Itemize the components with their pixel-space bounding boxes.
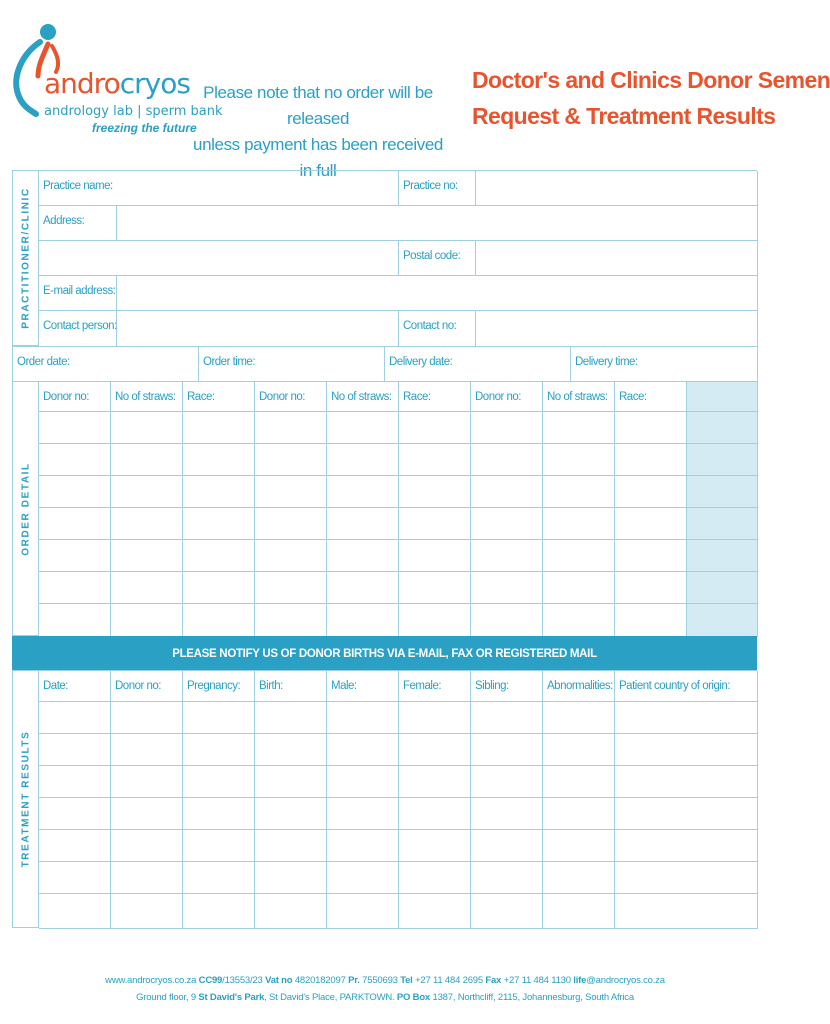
treatment-cell[interactable] — [615, 830, 758, 862]
order-detail-cell[interactable] — [327, 540, 399, 572]
treatment-cell[interactable] — [111, 830, 183, 862]
treatment-cell[interactable] — [111, 734, 183, 766]
order-detail-cell[interactable] — [327, 572, 399, 604]
contact-person-field[interactable] — [117, 311, 399, 347]
treatment-cell[interactable] — [255, 862, 327, 894]
treatment-cell[interactable] — [255, 894, 327, 929]
address-label: Address: — [39, 206, 117, 241]
treatment-cell[interactable] — [327, 830, 399, 862]
order-detail-cell[interactable] — [39, 540, 111, 572]
order-detail-header: Donor no: — [39, 382, 111, 412]
order-detail-header: No of straws: — [543, 382, 615, 412]
treatment-cell[interactable] — [39, 830, 111, 862]
order-detail-cell[interactable] — [543, 476, 615, 508]
treatment-results-table — [38, 670, 757, 928]
order-detail-cell[interactable] — [471, 540, 543, 572]
order-detail-cell[interactable] — [399, 412, 471, 444]
treatment-cell[interactable] — [543, 734, 615, 766]
order-detail-cell[interactable] — [39, 444, 111, 476]
order-detail-cell[interactable] — [327, 476, 399, 508]
treatment-cell[interactable] — [471, 702, 543, 734]
order-detail-cell[interactable] — [255, 476, 327, 508]
shaded-column-cell — [687, 572, 758, 604]
treatment-cell[interactable] — [111, 894, 183, 929]
order-detail-header: Race: — [615, 382, 687, 412]
order-detail-cell[interactable] — [471, 444, 543, 476]
order-detail-cell[interactable] — [543, 604, 615, 637]
treatment-cell[interactable] — [255, 830, 327, 862]
contact-person-label: Contact person: — [39, 311, 117, 347]
address-field-2[interactable] — [39, 241, 399, 276]
order-detail-cell[interactable] — [543, 444, 615, 476]
order-detail-cell[interactable] — [615, 572, 687, 604]
order-detail-cell[interactable] — [327, 444, 399, 476]
order-detail-header: No of straws: — [327, 382, 399, 412]
treatment-cell[interactable] — [327, 862, 399, 894]
footer-contact-line: www.androcryos.co.za CC99/13553/23 Vat no 4820182097 Pr. 7550693 Tel +27 11 484 2695 Fax +27 11 484 1130 life@androcryos.co.za — [105, 975, 665, 986]
order-detail-cell[interactable] — [183, 572, 255, 604]
order-detail-header: Donor no: — [255, 382, 327, 412]
order-detail-cell[interactable] — [543, 572, 615, 604]
notify-banner: PLEASE NOTIFY US OF DONOR BIRTHS VIA E-MAIL, FAX OR REGISTERED MAIL — [12, 636, 757, 670]
treatment-cell[interactable] — [471, 894, 543, 929]
shaded-column-cell — [687, 444, 758, 476]
treatment-cell[interactable] — [183, 894, 255, 929]
order-detail-cell[interactable] — [327, 412, 399, 444]
treatment-cell[interactable] — [471, 766, 543, 798]
practitioner-section — [38, 170, 757, 346]
order-detail-header: Race: — [183, 382, 255, 412]
order-detail-cell[interactable] — [183, 476, 255, 508]
order-detail-cell[interactable] — [183, 540, 255, 572]
treatment-cell[interactable] — [399, 702, 471, 734]
treatment-cell[interactable] — [543, 798, 615, 830]
order-detail-cell[interactable] — [399, 444, 471, 476]
title-line-2: Request & Treatment Results — [472, 103, 776, 129]
treatment-header: Sibling: — [471, 671, 543, 702]
order-detail-side-label: ORDER DETAIL — [12, 381, 38, 636]
practice-no-field[interactable] — [476, 171, 758, 206]
order-detail-cell[interactable] — [615, 540, 687, 572]
payment-notice — [188, 80, 448, 184]
treatment-cell[interactable] — [183, 702, 255, 734]
order-detail-cell[interactable] — [39, 604, 111, 637]
treatment-cell[interactable] — [255, 734, 327, 766]
treatment-cell[interactable] — [327, 798, 399, 830]
treatment-cell[interactable] — [615, 702, 758, 734]
order-detail-cell[interactable] — [183, 444, 255, 476]
order-detail-cell[interactable] — [471, 572, 543, 604]
order-detail-header: Race: — [399, 382, 471, 412]
order-detail-cell[interactable] — [255, 604, 327, 637]
treatment-cell[interactable] — [327, 766, 399, 798]
treatment-header: Donor no: — [111, 671, 183, 702]
order-detail-cell[interactable] — [255, 412, 327, 444]
treatment-cell[interactable] — [183, 862, 255, 894]
treatment-cell[interactable] — [471, 862, 543, 894]
treatment-cell[interactable] — [615, 894, 758, 929]
footer-website[interactable]: www.androcryos.co.za — [105, 975, 197, 986]
shaded-column-cell — [687, 604, 758, 637]
treatment-cell[interactable] — [399, 798, 471, 830]
shaded-column-cell — [687, 508, 758, 540]
logo-tagline: freezing the future — [92, 121, 197, 135]
order-detail-cell[interactable] — [543, 540, 615, 572]
notice-line-1: Please note that no order will be released — [203, 83, 433, 128]
treatment-side-label: TREATMENT RESULTS — [12, 670, 38, 928]
order-detail-cell[interactable] — [399, 604, 471, 637]
treatment-cell[interactable] — [183, 766, 255, 798]
treatment-header: Date: — [39, 671, 111, 702]
postal-code-label: Postal code: — [399, 241, 476, 276]
contact-no-field[interactable] — [476, 311, 758, 347]
logo-subtitle: andrology lab | sperm bank — [44, 104, 223, 119]
order-detail-cell[interactable] — [471, 604, 543, 637]
order-detail-cell[interactable] — [399, 540, 471, 572]
order-detail-cell[interactable] — [615, 476, 687, 508]
order-detail-cell[interactable] — [543, 508, 615, 540]
shaded-column-cell — [687, 382, 758, 412]
treatment-cell[interactable] — [183, 734, 255, 766]
delivery-time-field[interactable]: Delivery time: — [571, 347, 758, 382]
contact-no-label: Contact no: — [399, 311, 476, 347]
treatment-cell[interactable] — [543, 766, 615, 798]
order-detail-cell[interactable] — [39, 412, 111, 444]
shaded-column-cell — [687, 540, 758, 572]
order-detail-cell[interactable] — [111, 604, 183, 637]
treatment-cell[interactable] — [39, 702, 111, 734]
treatment-cell[interactable] — [183, 830, 255, 862]
treatment-cell[interactable] — [471, 734, 543, 766]
treatment-header: Pregnancy: — [183, 671, 255, 702]
footer-email[interactable]: @androcryos.co.za — [586, 975, 665, 986]
order-detail-cell[interactable] — [39, 572, 111, 604]
order-detail-cell[interactable] — [399, 572, 471, 604]
order-detail-cell[interactable] — [183, 412, 255, 444]
order-time-field[interactable]: Order time: — [199, 347, 385, 382]
treatment-cell[interactable] — [615, 798, 758, 830]
order-detail-cell[interactable] — [471, 508, 543, 540]
order-detail-cell[interactable] — [399, 508, 471, 540]
treatment-cell[interactable] — [615, 766, 758, 798]
order-detail-cell[interactable] — [111, 572, 183, 604]
shaded-column-cell — [687, 412, 758, 444]
treatment-cell[interactable] — [39, 766, 111, 798]
treatment-cell[interactable] — [111, 766, 183, 798]
email-field[interactable] — [117, 276, 758, 311]
treatment-cell[interactable] — [327, 702, 399, 734]
postal-code-field[interactable] — [476, 241, 758, 276]
order-detail-cell[interactable] — [615, 508, 687, 540]
email-label: E-mail address: — [39, 276, 117, 311]
order-detail-cell[interactable] — [471, 412, 543, 444]
treatment-header: Male: — [327, 671, 399, 702]
treatment-cell[interactable] — [255, 798, 327, 830]
treatment-cell[interactable] — [183, 798, 255, 830]
order-detail-cell[interactable] — [615, 444, 687, 476]
treatment-cell[interactable] — [111, 702, 183, 734]
treatment-header: Patient country of origin: — [615, 671, 758, 702]
treatment-cell[interactable] — [471, 830, 543, 862]
treatment-cell[interactable] — [399, 894, 471, 929]
treatment-cell[interactable] — [471, 798, 543, 830]
treatment-cell[interactable] — [39, 798, 111, 830]
treatment-cell[interactable] — [255, 702, 327, 734]
treatment-cell[interactable] — [543, 702, 615, 734]
address-field-1[interactable] — [117, 206, 758, 241]
treatment-cell[interactable] — [399, 862, 471, 894]
androcryos-logo — [8, 18, 223, 135]
practice-no-label: Practice no: — [399, 171, 476, 206]
order-detail-table — [38, 381, 757, 636]
order-detail-cell[interactable] — [255, 572, 327, 604]
treatment-cell[interactable] — [543, 830, 615, 862]
treatment-cell[interactable] — [543, 862, 615, 894]
order-detail-cell[interactable] — [183, 604, 255, 637]
order-detail-cell[interactable] — [111, 444, 183, 476]
logo-wordmark: androcryos — [44, 67, 190, 100]
shaded-column-cell — [687, 476, 758, 508]
order-detail-header: Donor no: — [471, 382, 543, 412]
order-detail-cell[interactable] — [39, 508, 111, 540]
order-detail-cell[interactable] — [255, 508, 327, 540]
footer-address-line: Ground floor, 9 St David's Park, St David's Place, PARKTOWN. PO Box 1387, Northcliff, 2115, Johannesburg, South Africa — [136, 992, 634, 1003]
delivery-date-field[interactable]: Delivery date: — [385, 347, 571, 382]
treatment-header: Birth: — [255, 671, 327, 702]
treatment-cell[interactable] — [399, 766, 471, 798]
order-detail-cell[interactable] — [327, 604, 399, 637]
treatment-cell[interactable] — [39, 894, 111, 929]
order-detail-cell[interactable] — [615, 604, 687, 637]
footer — [0, 972, 770, 1006]
treatment-header: Female: — [399, 671, 471, 702]
order-detail-header: No of straws: — [111, 382, 183, 412]
title-line-1: Doctor's and Clinics Donor Semen — [472, 67, 830, 93]
order-detail-cell[interactable] — [39, 476, 111, 508]
practice-name-field[interactable]: Practice name: — [39, 171, 399, 206]
treatment-cell[interactable] — [543, 894, 615, 929]
treatment-cell[interactable] — [39, 734, 111, 766]
treatment-cell[interactable] — [111, 862, 183, 894]
order-detail-cell[interactable] — [471, 476, 543, 508]
order-detail-cell[interactable] — [111, 508, 183, 540]
order-detail-cell[interactable] — [543, 412, 615, 444]
order-detail-cell[interactable] — [399, 476, 471, 508]
order-dates-row — [12, 346, 757, 381]
order-detail-cell[interactable] — [111, 412, 183, 444]
order-detail-cell[interactable] — [615, 412, 687, 444]
treatment-cell[interactable] — [111, 798, 183, 830]
treatment-cell[interactable] — [399, 734, 471, 766]
treatment-cell[interactable] — [327, 894, 399, 929]
order-detail-cell[interactable] — [255, 540, 327, 572]
treatment-cell[interactable] — [39, 862, 111, 894]
notice-line-2: unless payment has been received in full — [193, 135, 443, 180]
order-detail-cell[interactable] — [255, 444, 327, 476]
order-detail-cell[interactable] — [111, 540, 183, 572]
order-date-field[interactable]: Order date: — [13, 347, 199, 382]
order-detail-cell[interactable] — [327, 508, 399, 540]
page-title — [472, 62, 830, 134]
order-detail-cell[interactable] — [111, 476, 183, 508]
treatment-cell[interactable] — [399, 830, 471, 862]
treatment-cell[interactable] — [327, 734, 399, 766]
treatment-cell[interactable] — [615, 862, 758, 894]
treatment-cell[interactable] — [615, 734, 758, 766]
treatment-cell[interactable] — [255, 766, 327, 798]
treatment-header: Abnormalities: — [543, 671, 615, 702]
order-detail-cell[interactable] — [183, 508, 255, 540]
practitioner-side-label: PRACTITIONER/CLINIC — [12, 170, 38, 346]
